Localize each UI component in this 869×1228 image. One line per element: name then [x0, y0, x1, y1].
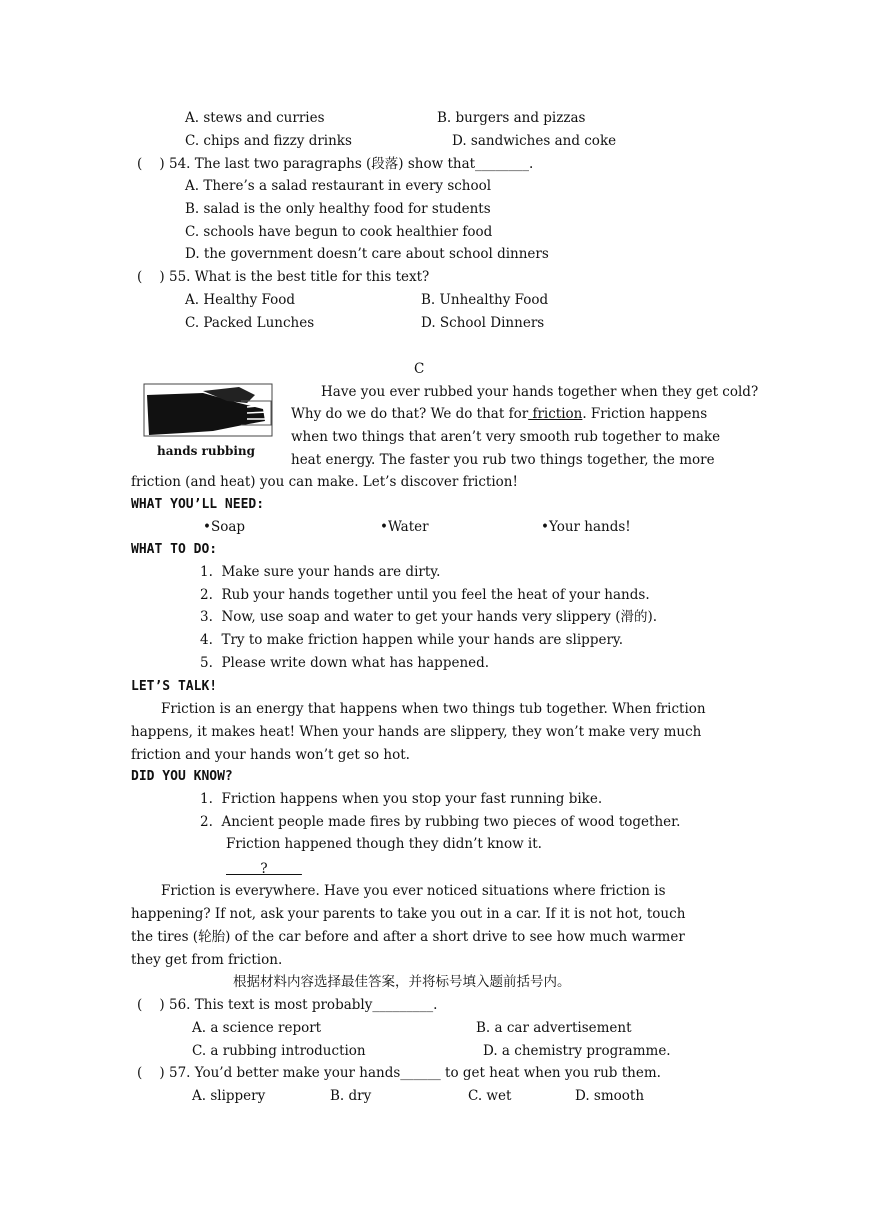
need-item-hands: •Your hands!: [541, 519, 631, 535]
q56-option-a: A. a science report: [192, 1020, 322, 1036]
final-line-2: happening? If not, ask your parents to take you out in a car. If it is not hot, touch: [131, 906, 686, 922]
need-item-water: •Water: [380, 519, 429, 535]
talk-line-3: friction and your hands won’t get so hot.: [131, 747, 410, 763]
q55-stem: ( ) 55. What is the best title for this text?: [137, 269, 430, 285]
q57-stem: ( ) 57. You’d better make your hands______ to get heat when you rub them.: [137, 1065, 661, 1081]
final-line-1: Friction is everywhere. Have you ever noticed situations where friction is: [161, 883, 666, 899]
hands-rubbing-image: [143, 381, 275, 459]
friction-term: friction: [528, 406, 583, 422]
final-line-3: the tires (轮胎) of the car before and after a short drive to see how much warmer: [131, 929, 685, 945]
todo-step-3: 3. Now, use soap and water to get your hands very slippery (滑的).: [200, 609, 658, 625]
intro-line-2: Why do we do that? We do that for friction. Friction happens: [291, 406, 708, 422]
q57-option-a: A. slippery: [192, 1088, 266, 1104]
intro-line-3: when two things that aren’t very smooth rub together to make: [291, 429, 721, 445]
know-item-2-cont: Friction happened though they didn’t know it.: [226, 836, 542, 852]
todo-step-5: 5. Please write down what has happened.: [200, 655, 490, 671]
todo-step-2: 2. Rub your hands together until you feel the heat of your hands.: [200, 587, 650, 603]
intro-line-5: friction (and heat) you can make. Let’s discover friction!: [131, 474, 518, 490]
q53-option-a: A. stews and curries: [185, 110, 325, 126]
q55-option-b: B. Unhealthy Food: [421, 292, 549, 308]
intro-line-4: heat energy. The faster you rub two things together, the more: [291, 452, 715, 468]
q56-stem: ( ) 56. This text is most probably_________.: [137, 997, 438, 1013]
q55-option-d: D. School Dinners: [421, 315, 545, 331]
q53-option-c: C. chips and fizzy drinks: [185, 133, 352, 149]
todo-step-4: 4. Try to make friction happen while your hands are slippery.: [200, 632, 624, 648]
q53-option-b: B. burgers and pizzas: [437, 110, 586, 126]
talk-line-1: Friction is an energy that happens when two things tub together. When friction: [161, 701, 706, 717]
q57-option-d: D. smooth: [575, 1088, 645, 1104]
q54-option-c: C. schools have begun to cook healthier food: [185, 224, 493, 240]
instruction: 根据材料内容选择最佳答案，并将标号填入题前括号内。: [233, 974, 571, 990]
know-item-1: 1. Friction happens when you stop your fast running bike.: [200, 791, 603, 807]
q54-option-d: D. the government doesn’t care about school dinners: [185, 246, 549, 262]
need-heading: WHAT YOU’LL NEED:: [131, 497, 265, 512]
q54-option-b: B. salad is the only healthy food for students: [185, 201, 491, 217]
q54-stem: ( ) 54. The last two paragraphs (段落) show that________.: [137, 156, 534, 172]
image-caption: hands rubbing: [157, 444, 256, 458]
know-item-2: 2. Ancient people made fires by rubbing two pieces of wood together.: [200, 814, 681, 830]
blank-question: ?: [226, 861, 302, 877]
q54-option-a: A. There’s a salad restaurant in every school: [185, 178, 492, 194]
talk-heading: LET’S TALK!: [131, 679, 218, 694]
q56-option-c: C. a rubbing introduction: [192, 1043, 366, 1059]
need-item-soap: •Soap: [203, 519, 246, 535]
section-heading: C: [414, 361, 425, 377]
q57-option-b: B. dry: [330, 1088, 372, 1104]
intro-line-1: Have you ever rubbed your hands together when they get cold?: [321, 384, 759, 400]
final-line-4: they get from friction.: [131, 952, 283, 968]
todo-step-1: 1. Make sure your hands are dirty.: [200, 564, 441, 580]
talk-line-2: happens, it makes heat! When your hands are slippery, they won’t make very much: [131, 724, 702, 740]
know-heading: DID YOU KNOW?: [131, 769, 233, 784]
todo-heading: WHAT TO DO:: [131, 542, 218, 557]
q55-option-c: C. Packed Lunches: [185, 315, 315, 331]
q55-option-a: A. Healthy Food: [185, 292, 296, 308]
q53-option-d: D. sandwiches and coke: [452, 133, 617, 149]
q56-option-b: B. a car advertisement: [476, 1020, 632, 1036]
q57-option-c: C. wet: [468, 1088, 512, 1104]
q56-option-d: D. a chemistry programme.: [483, 1043, 671, 1059]
